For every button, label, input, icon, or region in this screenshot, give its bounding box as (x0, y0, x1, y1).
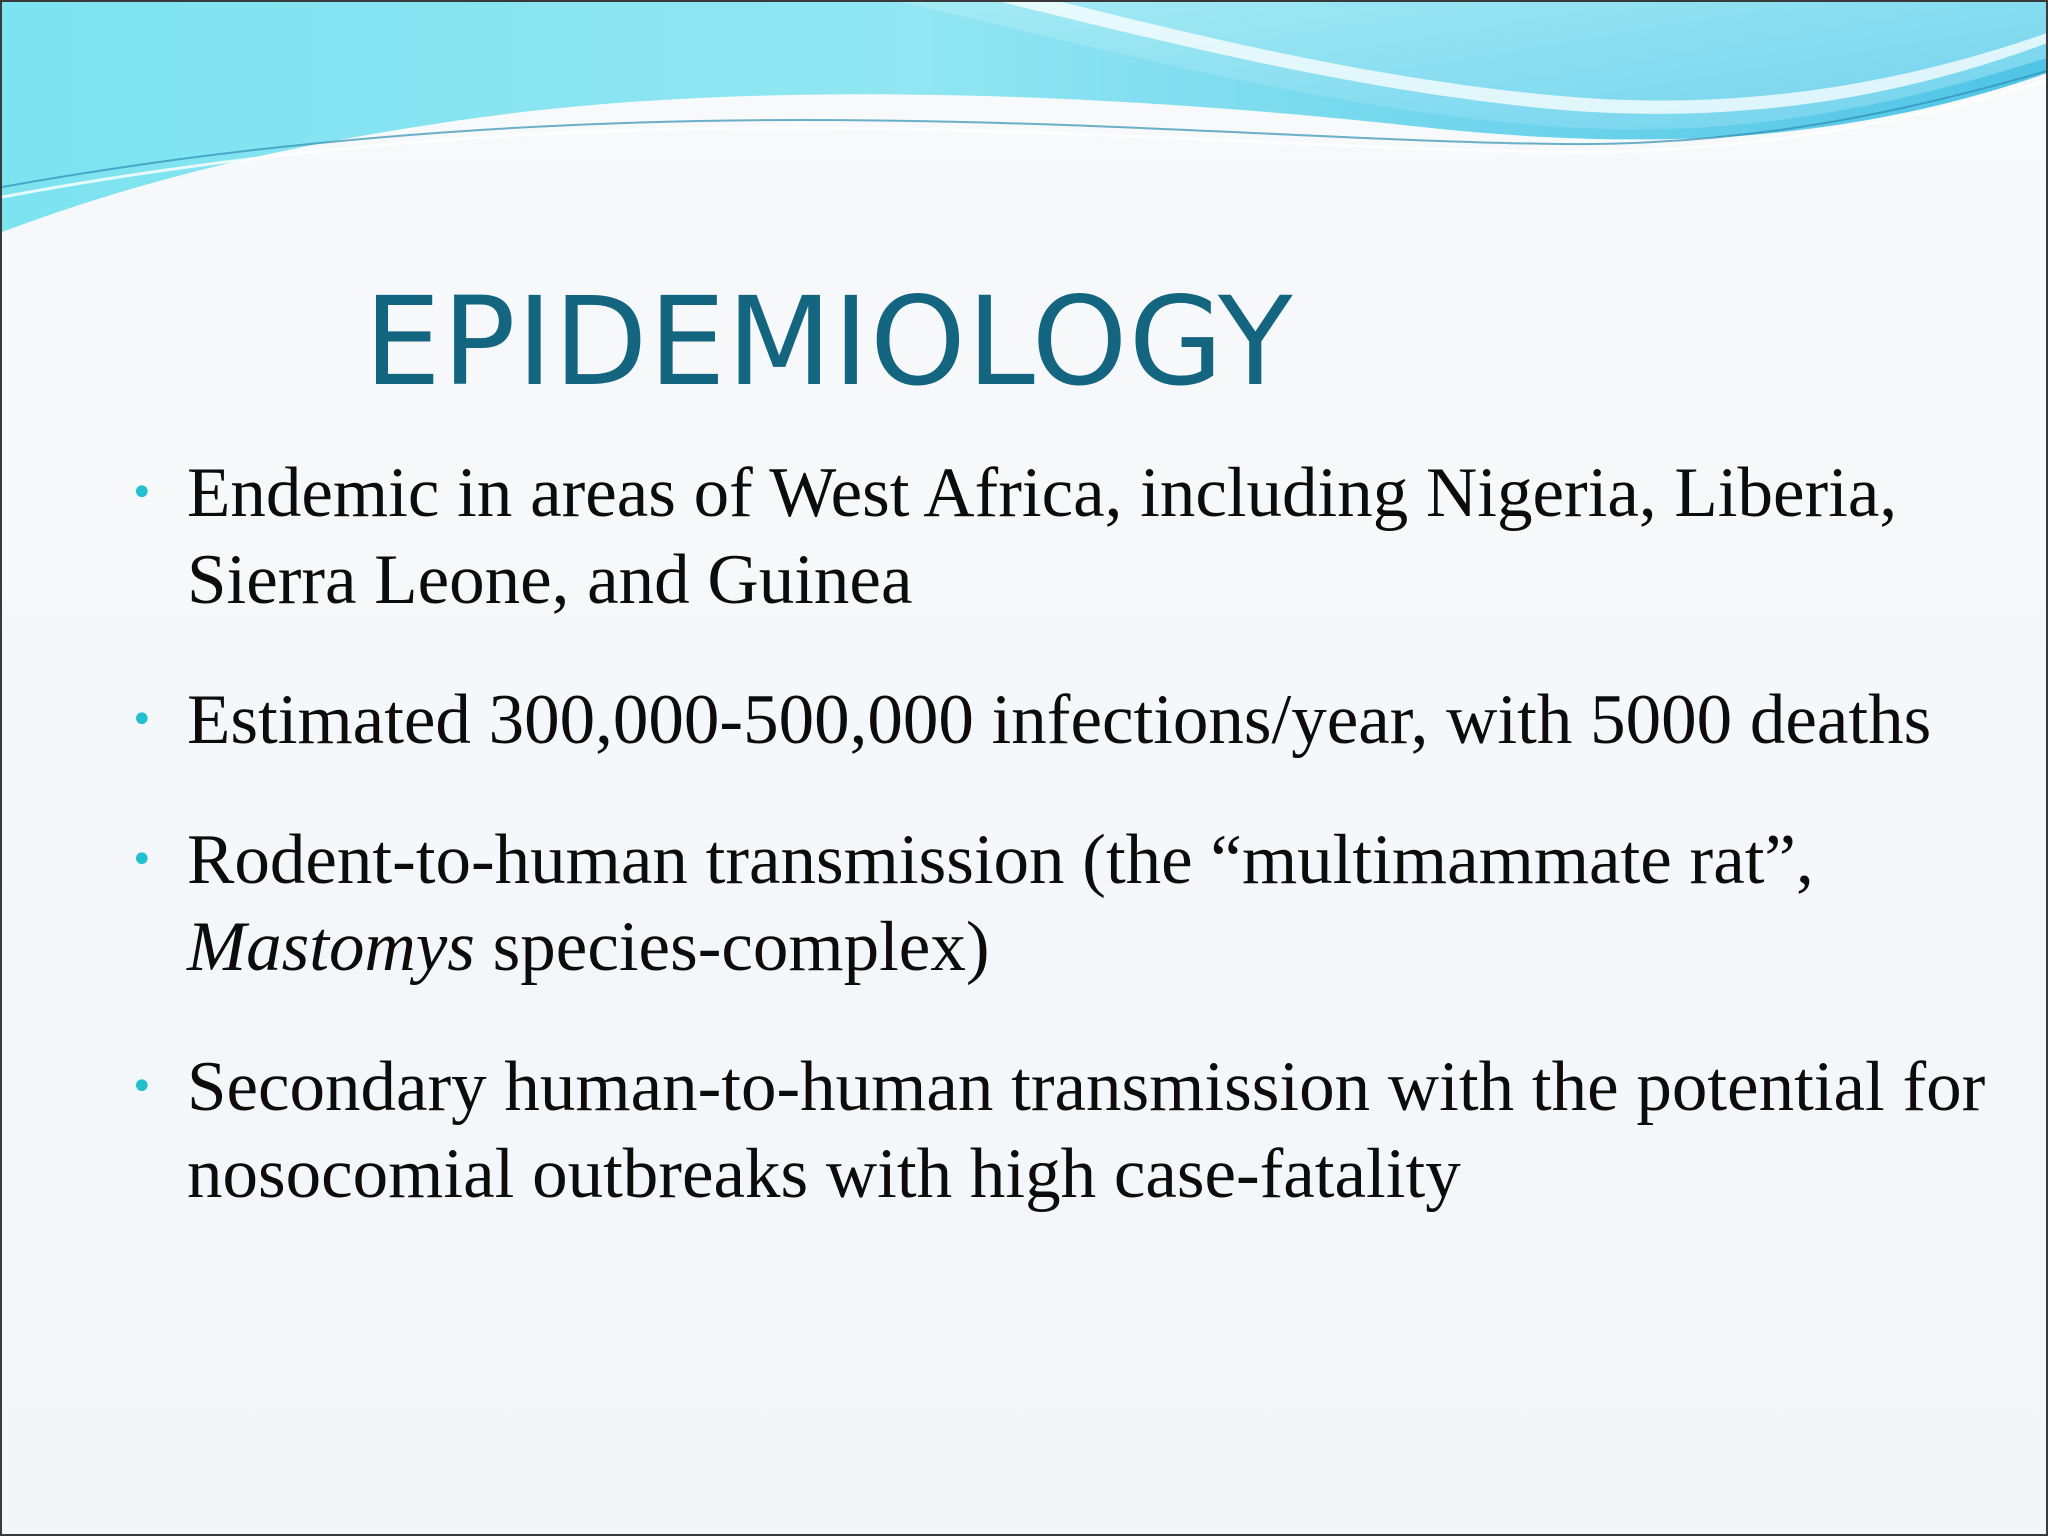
bullet-item-secondary (122, 1044, 2002, 1218)
bullet-text: Estimated 300,000-500,000 infections/year, with 5000 deaths (187, 681, 1932, 759)
bullet-icon: • (130, 837, 154, 883)
bullet-icon: • (130, 1064, 154, 1110)
species-name: Mastomys (187, 908, 475, 986)
header-wave-decoration (2, 2, 2048, 262)
bullet-text-after: species-complex) (474, 908, 990, 986)
slide-title: EPIDEMIOLOGY (364, 271, 1294, 413)
bullet-text: Endemic in areas of West Africa, including Nigeria, Liberia, Sierra Leone, and Guinea (187, 454, 1898, 619)
bullet-item-endemic (122, 450, 2002, 624)
bullet-item-rodent (122, 817, 2002, 991)
bullet-icon: • (130, 470, 154, 516)
bullet-item-estimated (122, 677, 2002, 764)
bullet-text-before: Rodent-to-human transmission (the “multimammate rat”, (187, 821, 1814, 899)
bullet-icon: • (130, 697, 154, 743)
bullet-text: Secondary human-to-human transmission with the potential for nosocomial outbreaks with high case-fatality (187, 1048, 1986, 1213)
bullet-list (122, 450, 2002, 1271)
